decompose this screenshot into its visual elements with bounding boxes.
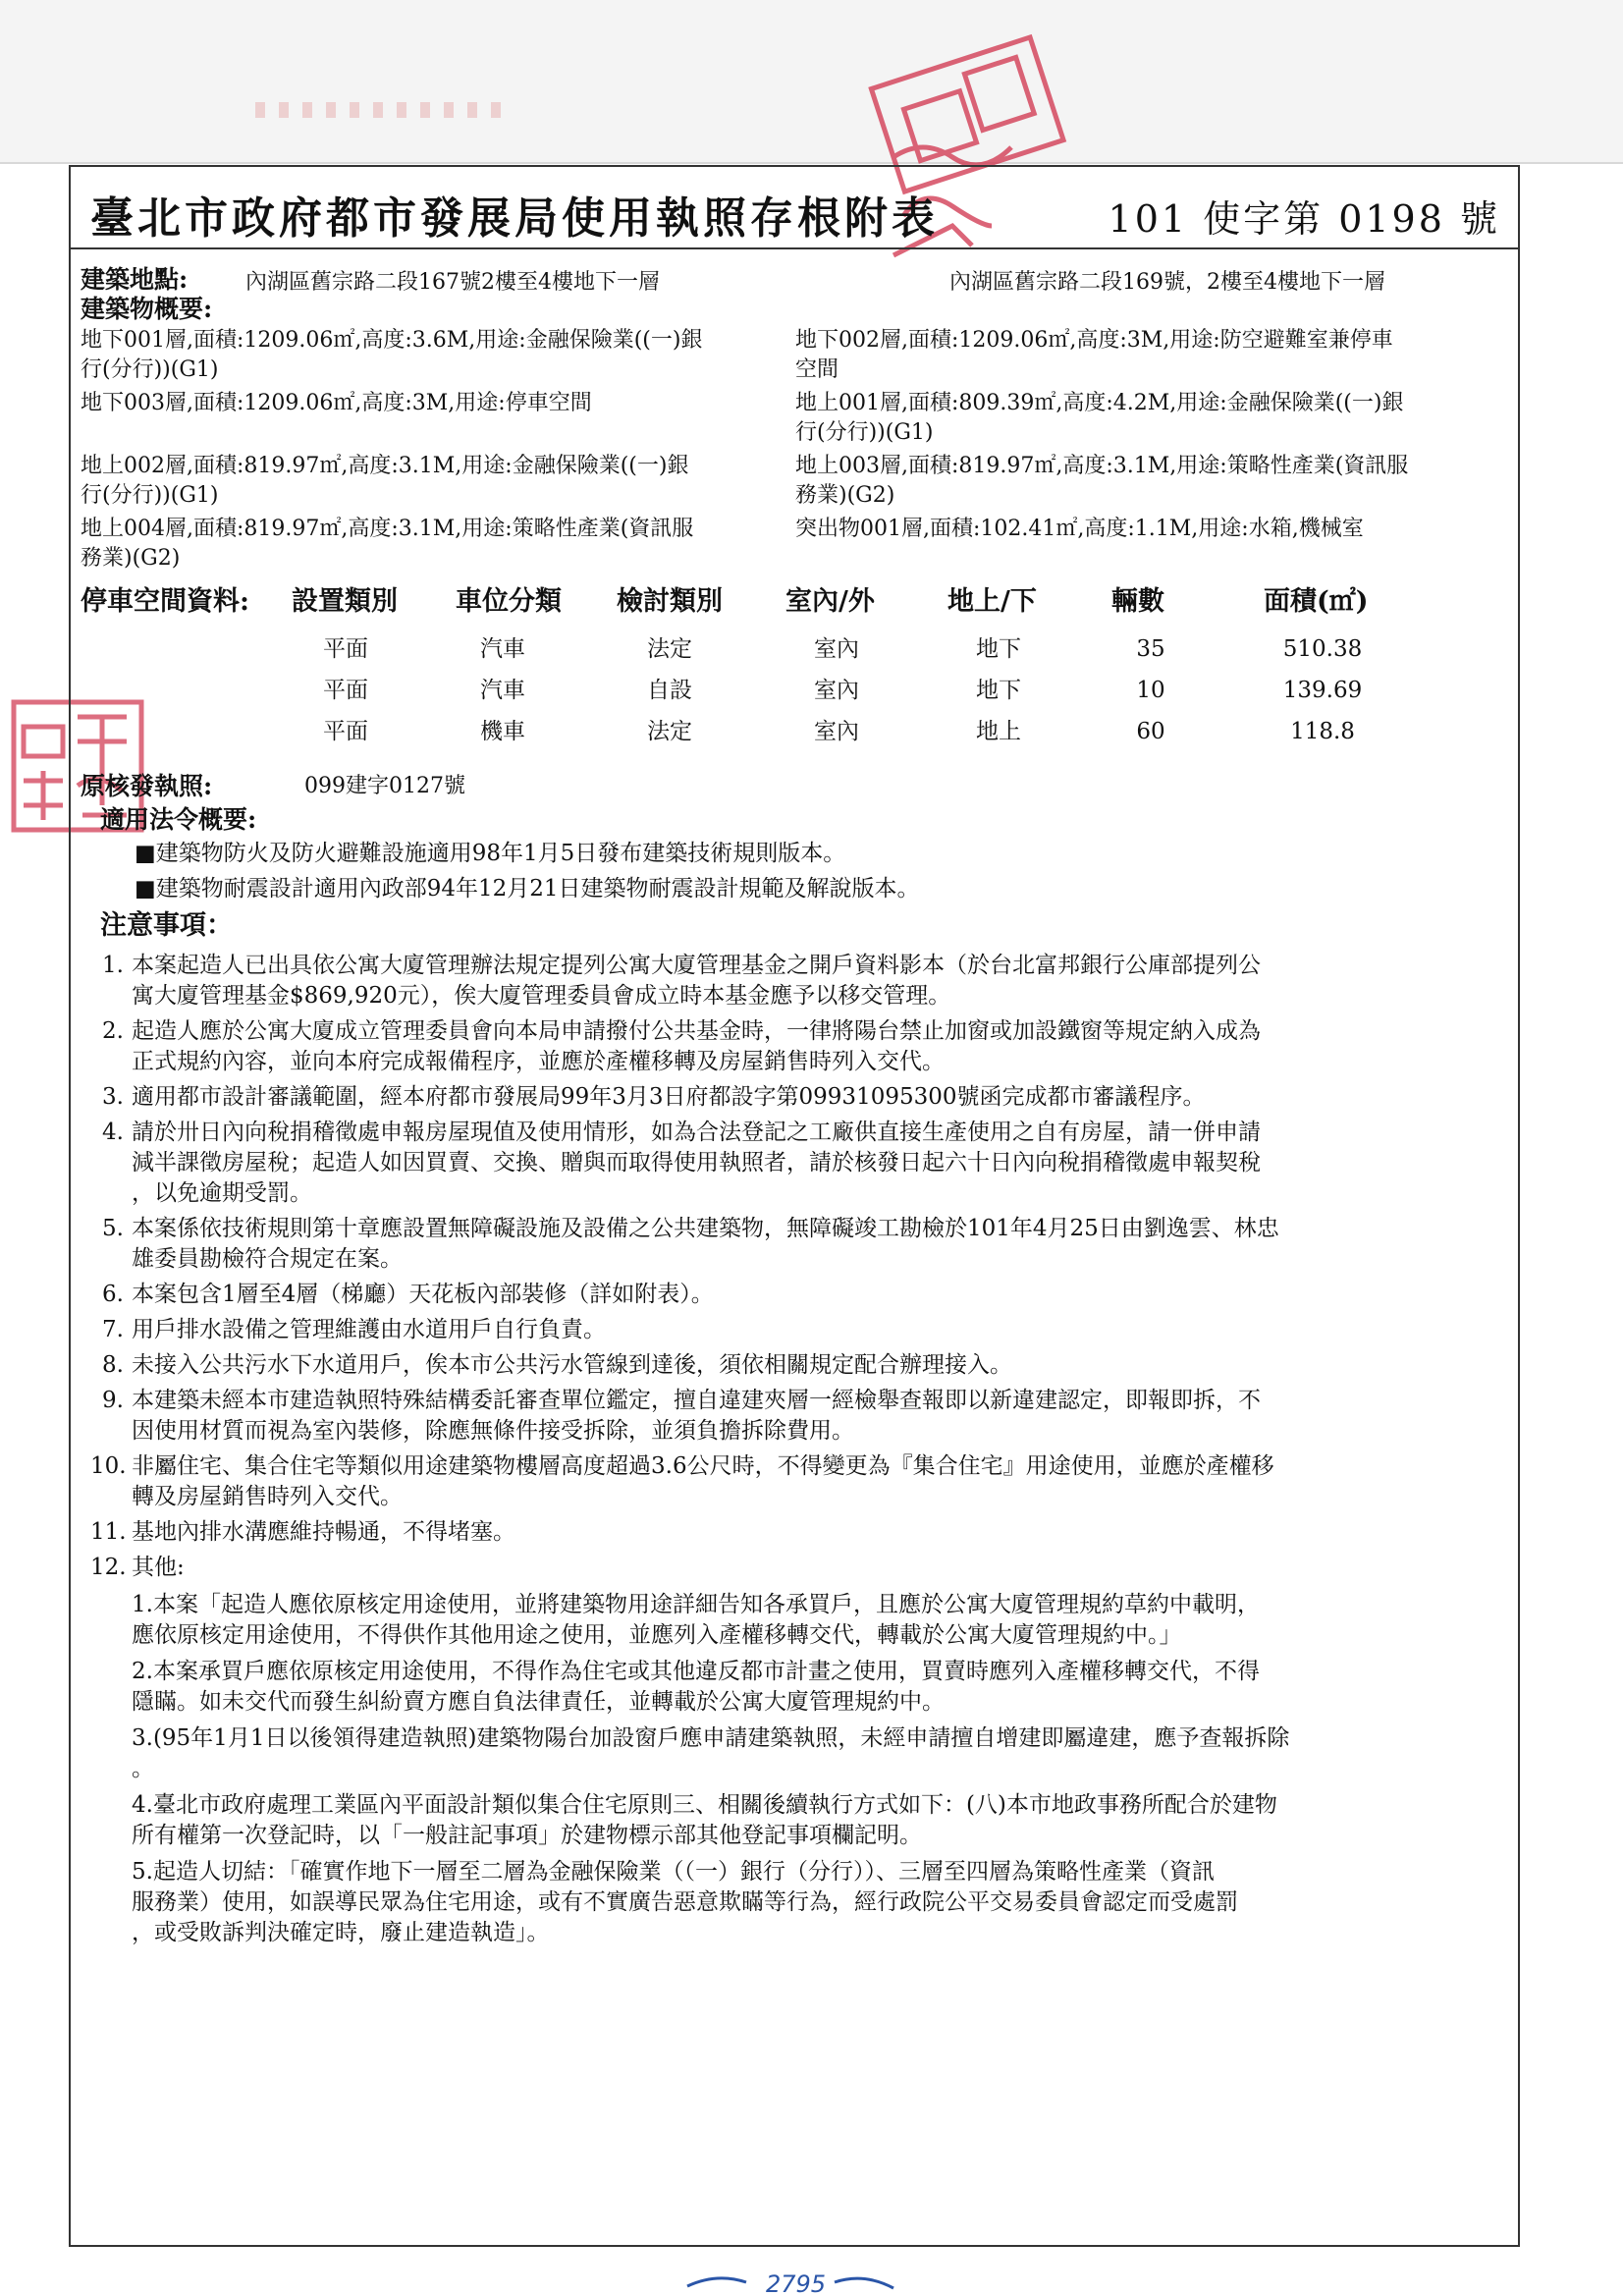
note-number: 12. bbox=[90, 1555, 127, 1580]
original-license-value: 099建字0127號 bbox=[304, 774, 465, 798]
other-item-line: 所有權第一次登記時，以「一般註記事項」於建物標示部其他登記事項欄記明。 bbox=[132, 1823, 922, 1848]
parking-label: 停車空間資料: bbox=[81, 586, 249, 617]
floor-b3: 地下003層,面積:1209.06㎡,高度:3M,用途:停車空間 bbox=[81, 391, 592, 415]
site-address-1: 內湖區舊宗路二段167號2樓至4樓地下一層 bbox=[245, 270, 660, 295]
note-number: 1. bbox=[102, 953, 124, 978]
law-item: ■建築物防火及防火避難設施適用98年1月5日發布建築技術規則版本。 bbox=[135, 841, 846, 866]
other-item-line: 服務業）使用，如誤導民眾為住宅用途，或有不實廣告惡意欺瞞等行為，經行政院公平交易委員會認定而受處罰 bbox=[132, 1889, 1238, 1915]
note-line: 其他: bbox=[132, 1555, 185, 1580]
note-line: 適用都市設計審議範圍，經本府都市發展局99年3月3日府都設字第09931095300號函完成都市審議程序。 bbox=[132, 1084, 1206, 1110]
other-item-line: 應依原核定用途使用，不得供作其他用途之使用，並應列入產權移轉交代，轉載於公寓大廈管理規約中。」 bbox=[132, 1622, 1182, 1648]
note-number: 6. bbox=[102, 1282, 124, 1307]
parking-header-area: 面積(㎡) bbox=[1264, 586, 1369, 617]
title-row bbox=[71, 167, 1518, 249]
note-number: 10. bbox=[90, 1453, 127, 1479]
note-line: 正式規約內容，並向本府完成報備程序，並應於產權移轉及房屋銷售時列入交代。 bbox=[132, 1049, 945, 1074]
floor-b1: 地下001層,面積:1209.06㎡,高度:3.6M,用途:金融保險業((一)銀 行(分行))(G1) bbox=[81, 328, 703, 382]
faint-red-marks bbox=[255, 102, 501, 118]
notes-label: 注意事項： bbox=[100, 910, 233, 941]
other-item-line: 2.本案承買戶應依原核定用途使用，不得作為住宅或其他違反都市計畫之使用，買賣時應列入產權移轉交代，不得 bbox=[132, 1659, 1260, 1684]
parking-header-level: 地上/下 bbox=[947, 586, 1037, 617]
note-line: 轉及房屋銷售時列入交代。 bbox=[132, 1484, 403, 1509]
other-item-line: 5.起造人切結：「確實作地下一層至二層為金融保險業（（一）銀行（分行））、三層至四層為策略性產業（資訊 bbox=[132, 1859, 1215, 1885]
note-line: 非屬住宅、集合住宅等類似用途建築物樓層高度超過3.6公尺時，不得變更為『集合住宅』用途使用，並應於產權移 bbox=[132, 1453, 1274, 1479]
other-item-line: 3.(95年1月1日以後領得建造執照)建築物陽台加設窗戶應申請建築執照，未經申請擅自增建即屬違建，應予查報拆除 bbox=[132, 1725, 1290, 1751]
note-number: 4. bbox=[102, 1120, 124, 1145]
note-line: 因使用材質而視為室內裝修，除應無條件接受拆除，並須負擔拆除費用。 bbox=[132, 1418, 854, 1444]
floor-b2: 地下002層,面積:1209.06㎡,高度:3M,用途:防空避難室兼停車 空間 bbox=[795, 328, 1393, 382]
note-line: 起造人應於公寓大廈成立管理委員會向本局申請撥付公共基金時，一律將陽台禁止加窗或加設鐵窗等規定納入成為 bbox=[132, 1018, 1261, 1044]
laws-label: 適用法令概要: bbox=[100, 805, 257, 834]
floor-roof-protrusion: 突出物001層,面積:102.41㎡,高度:1.1M,用途:水箱,機械室 bbox=[795, 517, 1364, 541]
note-number: 3. bbox=[102, 1084, 124, 1110]
overview-label: 建築物概要: bbox=[81, 295, 213, 323]
note-line: 未接入公共污水下水道用戶，俟本市公共污水管線到達後，須依相關規定配合辦理接入。 bbox=[132, 1352, 1012, 1378]
parking-header-vehicle: 車位分類 bbox=[456, 586, 562, 617]
document-frame: 臺北市政府都市發展局使用執照存根附表 101 使字第 0198 號 建築地點: 內湖區舊宗路二段167號2樓至4樓地下一層 內湖區舊宗路二段169號，2樓至4樓地下一層 建築物概要: 地下001層,面積:1209.06㎡,高度:3.6M,用途:金融保險業((一)銀 行(分行))(G1) 地下002層,面積:1209.06㎡,高度:3M,用途:防空避難室兼停車 空間 地下003層,面積:1209.06㎡,高度:3M,用途:停車空間 地上001層,面積:809.39㎡,高度:4.2M,用途:金融保險業((一)銀 行(分行))(G1) 地上002層,面積:819.97㎡,高度:3.1M,用途:金融保險業((一)銀 行(分行))(G1) 地上003層,面積:819.97㎡,高度:3.1M,用途:策略性產業(資訊服 務業)(G2) 地上004層,面積:819.97㎡,高度:3.1M,用途:策略性產業(資訊服 務業)(G2) 突出物001層,面積:102.41㎡,高度:1.1M,用途:水箱,機械室 停車空間資料: 設置類別 車位分類 檢討類別 室內/外 地上/下 輛數 面積(㎡) 平面 汽車 法定 室內 地下 35 510.38 平面 汽車 自設 室內 地下 10 139.69 平面 機車 法定 室內 地上 60 118.8 原核發執照: 099建字0127號 適用法令概要: ■建築物防火及防火避難設施適用98年1月5日發布建築技術規則版本。 ■建築物耐震設計適用內政部94年12月21日建築物耐震設計規範及解說版本。 注意事項： 1. 本案起造人已出具依公寓大廈管理辦法規定提列公寓大廈管理基金之開戶資料影本（於台北富邦銀行公庫部提列公 寓大廈管理基金$869,920元），俟大廈管理委員會成立時本基金應予以移交管理。 2. 起造人應於公寓大廈成立管理委員會向本局申請撥付公共基金時，一律將陽台禁止加窗或加設鐵窗等規定納入成為 正式規約內容，並向本府完成報備程序，並應於產權移轉及房屋銷售時列入交代。 3. 適用都市設計審議範圍，經本府都市發展局99年3月3日府都設字第09931095300號函完成都市審議程序。 4. 請於卅日內向稅捐稽徵處申報房屋現值及使用情形，如為合法登記之工廠供直接生產使用之自有房屋，請一併申請 減半課徵房屋稅；起造人如因買賣、交換、贈與而取得使用執照者，請於核發日起六十日內向稅捐稽徵處申報契稅 ，以免逾期受罰。 5. 本案係依技術規則第十章應設置無障礙設施及設備之公共建築物，無障礙竣工勘檢於101年4月25日由劉逸雲、林忠 雄委員勘檢符合規定在案。 6. 本案包含1層至4層（梯廳）天花板內部裝修（詳如附表）。 7. 用戶排水設備之管理維護由水道用戶自行負責。 8. 未接入公共污水下水道用戶，俟本市公共污水管線到達後，須依相關規定配合辦理接入。 9. 本建築未經本市建造執照特殊結構委託審查單位鑑定，擅自違建夾層一經檢舉查報即以新違建認定，即報即拆，不 因使用材質而視為室內裝修，除應無條件接受拆除，並須負擔拆除費用。 10. 非屬住宅、集合住宅等類似用途建築物樓層高度超過3.6公尺時，不得變更為『集合住宅』用途使用，並應於產權移 轉及房屋銷售時列入交代。 11. 基地內排水溝應維持暢通，不得堵塞。 12. 其他: 1.本案「起造人應依原核定用途使用，並將建築物用途詳細告知各承買戶，且應於公寓大廈管理規約草約中載明， 應依原核定用途使用，不得供作其他用途之使用，並應列入產權移轉交代，轉載於公寓大廈管理規約中。」 2.本案承買戶應依原核定用途使用，不得作為住宅或其他違反都市計畫之使用，買賣時應列入產權移轉交代，不得 隱瞞。如未交代而發生糾紛賣方應自負法律責任，並轉載於公寓大廈管理規約中。 3.(95年1月1日以後領得建造執照)建築物陽台加設窗戶應申請建築執照，未經申請擅自增建即屬違建，應予查報拆除 。 4.臺北市政府處理工業區內平面設計類似集合住宅原則三、相關後續執行方式如下：(八)本市地政事務所配合於建物 所有權第一次登記時，以「一般註記事項」於建物標示部其他登記事項欄記明。 5.起造人切結：「確實作地下一層至二層為金融保險業（（一）銀行（分行））、三層至四層為策略性產業（資訊 服務業）使用，如誤導民眾為住宅用途，或有不實廣告惡意欺瞞等行為，經行政院公平交易委員會認定而受處罰 ，或受敗訴判決確定時，廢止建造執造」。 bbox=[69, 165, 1520, 2247]
original-license-label: 原核發執照: bbox=[81, 772, 213, 800]
other-item-line: 1.本案「起造人應依原核定用途使用，並將建築物用途詳細告知各承買戶，且應於公寓大廈管理規約草約中載明， bbox=[132, 1592, 1260, 1617]
note-line: 用戶排水設備之管理維護由水道用戶自行負責。 bbox=[132, 1317, 606, 1342]
note-number: 2. bbox=[102, 1018, 124, 1044]
note-line: 本案係依技術規則第十章應設置無障礙設施及設備之公共建築物，無障礙竣工勘檢於101年4月25日由劉逸雲、林忠 bbox=[132, 1216, 1279, 1241]
other-item-line: 4.臺北市政府處理工業區內平面設計類似集合住宅原則三、相關後續執行方式如下：(八)本市地政事務所配合於建物 bbox=[132, 1792, 1277, 1818]
floor-2f: 地上002層,面積:819.97㎡,高度:3.1M,用途:金融保險業((一)銀 行(分行))(G1) bbox=[81, 454, 689, 508]
parking-header-review: 檢討類別 bbox=[617, 586, 723, 617]
note-number: 7. bbox=[102, 1317, 124, 1342]
note-line: 請於卅日內向稅捐稽徵處申報房屋現值及使用情形，如為合法登記之工廠供直接生產使用之自有房屋，請一併申請 bbox=[132, 1120, 1261, 1145]
note-line: 本建築未經本市建造執照特殊結構委託審查單位鑑定，擅自違建夾層一經檢舉查報即以新違建認定，即報即拆，不 bbox=[132, 1388, 1261, 1413]
document-title: 臺北市政府都市發展局使用執照存根附表 bbox=[90, 193, 939, 244]
note-number: 9. bbox=[102, 1388, 124, 1413]
note-number: 5. bbox=[102, 1216, 124, 1241]
note-line: 本案起造人已出具依公寓大廈管理辦法規定提列公寓大廈管理基金之開戶資料影本（於台北富邦銀行公庫部提列公 bbox=[132, 953, 1261, 978]
note-line: 本案包含1層至4層（梯廳）天花板內部裝修（詳如附表）。 bbox=[132, 1282, 714, 1307]
floor-3f: 地上003層,面積:819.97㎡,高度:3.1M,用途:策略性產業(資訊服 務業)(G2) bbox=[795, 454, 1409, 508]
bottom-stamp bbox=[677, 2269, 913, 2296]
parking-header-indoor: 室內/外 bbox=[785, 586, 875, 617]
parking-header-count: 輛數 bbox=[1111, 586, 1164, 617]
floor-1f: 地上001層,面積:809.39㎡,高度:4.2M,用途:金融保險業((一)銀 行(分行))(G1) bbox=[795, 391, 1404, 445]
note-line: 寓大廈管理基金$869,920元），俟大廈管理委員會成立時本基金應予以移交管理。 bbox=[132, 983, 951, 1009]
other-item-line: 隱瞞。如未交代而發生糾紛賣方應自負法律責任，並轉載於公寓大廈管理規約中。 bbox=[132, 1689, 945, 1715]
bottom-stamp-number: 2795 bbox=[766, 2270, 827, 2296]
law-item: ■建築物耐震設計適用內政部94年12月21日建築物耐震設計規範及解說版本。 bbox=[135, 876, 920, 902]
site-label: 建築地點: bbox=[81, 265, 189, 294]
other-item-line: ，或受敗訴判決確定時，廢止建造執造」。 bbox=[132, 1920, 550, 1945]
note-line: ，以免逾期受罰。 bbox=[132, 1180, 312, 1206]
permit-number: 101 使字第 0198 號 bbox=[1108, 197, 1500, 241]
note-line: 減半課徵房屋稅；起造人如因買賣、交換、贈與而取得使用執照者，請於核發日起六十日內向稅捐稽徵處申報契稅 bbox=[132, 1150, 1261, 1175]
top-paper-strip bbox=[0, 0, 1623, 164]
note-line: 雄委員勘檢符合規定在案。 bbox=[132, 1246, 403, 1272]
parking-header-type: 設置類別 bbox=[292, 586, 398, 617]
floor-4f: 地上004層,面積:819.97㎡,高度:3.1M,用途:策略性產業(資訊服 務業)(G2) bbox=[81, 517, 694, 571]
note-line: 基地內排水溝應維持暢通，不得堵塞。 bbox=[132, 1519, 515, 1545]
site-address-2: 內湖區舊宗路二段169號，2樓至4樓地下一層 bbox=[949, 270, 1385, 295]
note-number: 8. bbox=[102, 1352, 124, 1378]
note-number: 11. bbox=[90, 1519, 127, 1545]
other-item-line: 。 bbox=[132, 1756, 154, 1781]
